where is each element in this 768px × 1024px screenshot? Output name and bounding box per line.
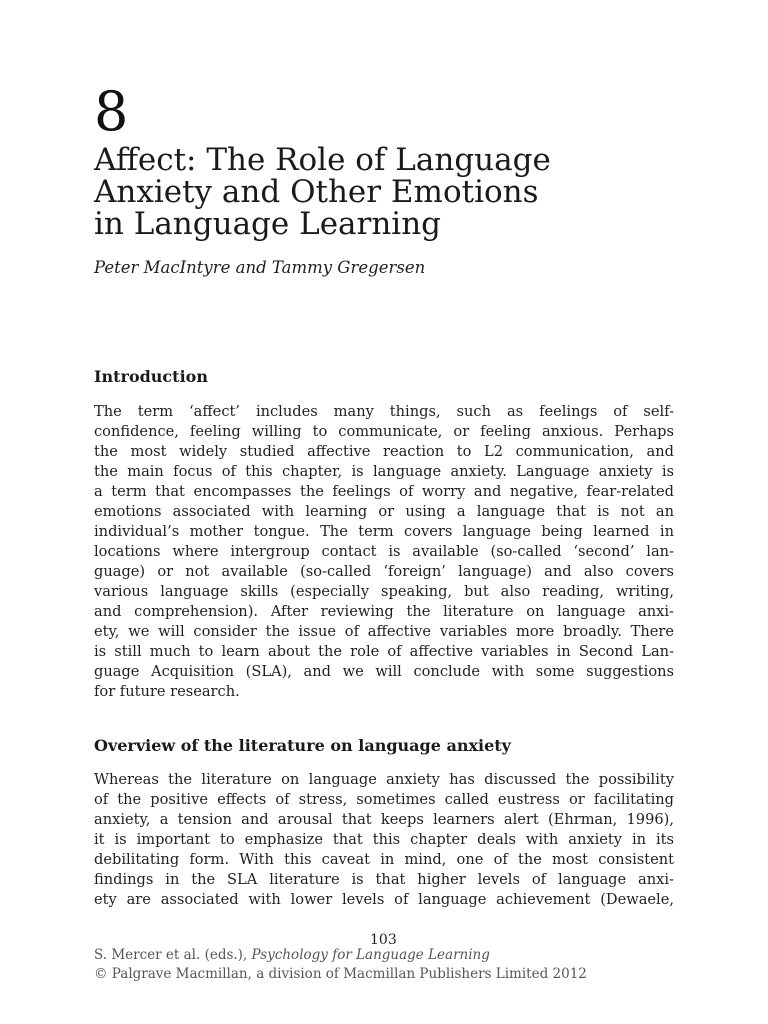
section-heading-overview: Overview of the literature on language anxiety [94, 736, 511, 755]
text-line: guage) or not available (so-called ‘foreign’ language) and also covers [94, 563, 674, 580]
text-line: is still much to learn about the role of affective variables in Second Lan- [94, 643, 674, 660]
chapter-title-line: Affect: The Role of Language [94, 142, 551, 178]
footer [94, 946, 587, 984]
footer-copyright: © Palgrave Macmillan, a division of Macmillan Publishers Limited 2012 [94, 966, 587, 982]
text-line: ety are associated with lower levels of language achievement (Dewaele, [94, 891, 674, 908]
text-line: debilitating form. With this caveat in mind, one of the most consistent [94, 851, 674, 868]
chapter-title-line: in Language Learning [94, 206, 442, 242]
text-line: confidence, feeling willing to communicate, or feeling anxious. Perhaps [94, 423, 674, 440]
footer-book-title: Psychology for Language Learning [251, 947, 490, 963]
text-line: individual’s mother tongue. The term covers language being learned in [94, 523, 674, 540]
text-line: it is important to emphasize that this chapter deals with anxiety in its [94, 831, 674, 848]
overview-paragraph [94, 770, 674, 910]
text-line: the main focus of this chapter, is language anxiety. Language anxiety is [94, 463, 674, 480]
text-line: emotions associated with learning or using a language that is not an [94, 503, 674, 520]
introduction-paragraph [94, 402, 674, 702]
text-line: findings in the SLA literature is that higher levels of language anxi- [94, 871, 674, 888]
text-line: anxiety, a tension and arousal that keeps learners alert (Ehrman, 1996), [94, 811, 674, 828]
page-number: 103 [370, 932, 397, 948]
chapter-authors: Peter MacIntyre and Tammy Gregersen [94, 258, 426, 277]
text-line: ety, we will consider the issue of affective variables more broadly. There [94, 623, 674, 640]
text-line: the most widely studied affective reaction to L2 communication, and [94, 443, 674, 460]
chapter-title-line: Anxiety and Other Emotions [94, 174, 539, 210]
text-line: The term ‘affect’ includes many things, such as feelings of self- [94, 403, 674, 420]
text-line: a term that encompasses the feelings of worry and negative, fear-related [94, 483, 674, 500]
footer-citation-prefix: S. Mercer et al. (eds.), [94, 947, 252, 963]
text-line: various language skills (especially speaking, but also reading, writing, [94, 583, 674, 600]
text-line: guage Acquisition (SLA), and we will conclude with some suggestions [94, 663, 674, 680]
chapter-number: 8 [94, 80, 129, 143]
text-line: of the positive effects of stress, sometimes called eustress or facilitating [94, 791, 674, 808]
section-heading-introduction: Introduction [94, 367, 208, 386]
footer-citation [94, 946, 587, 965]
text-line: for future research. [94, 683, 240, 700]
text-line: and comprehension). After reviewing the literature on language anxi- [94, 603, 674, 620]
chapter-title [94, 144, 654, 240]
text-line: locations where intergroup contact is available (so-called ‘second’ lan- [94, 543, 674, 560]
text-line: Whereas the literature on language anxiety has discussed the possibility [94, 771, 674, 788]
